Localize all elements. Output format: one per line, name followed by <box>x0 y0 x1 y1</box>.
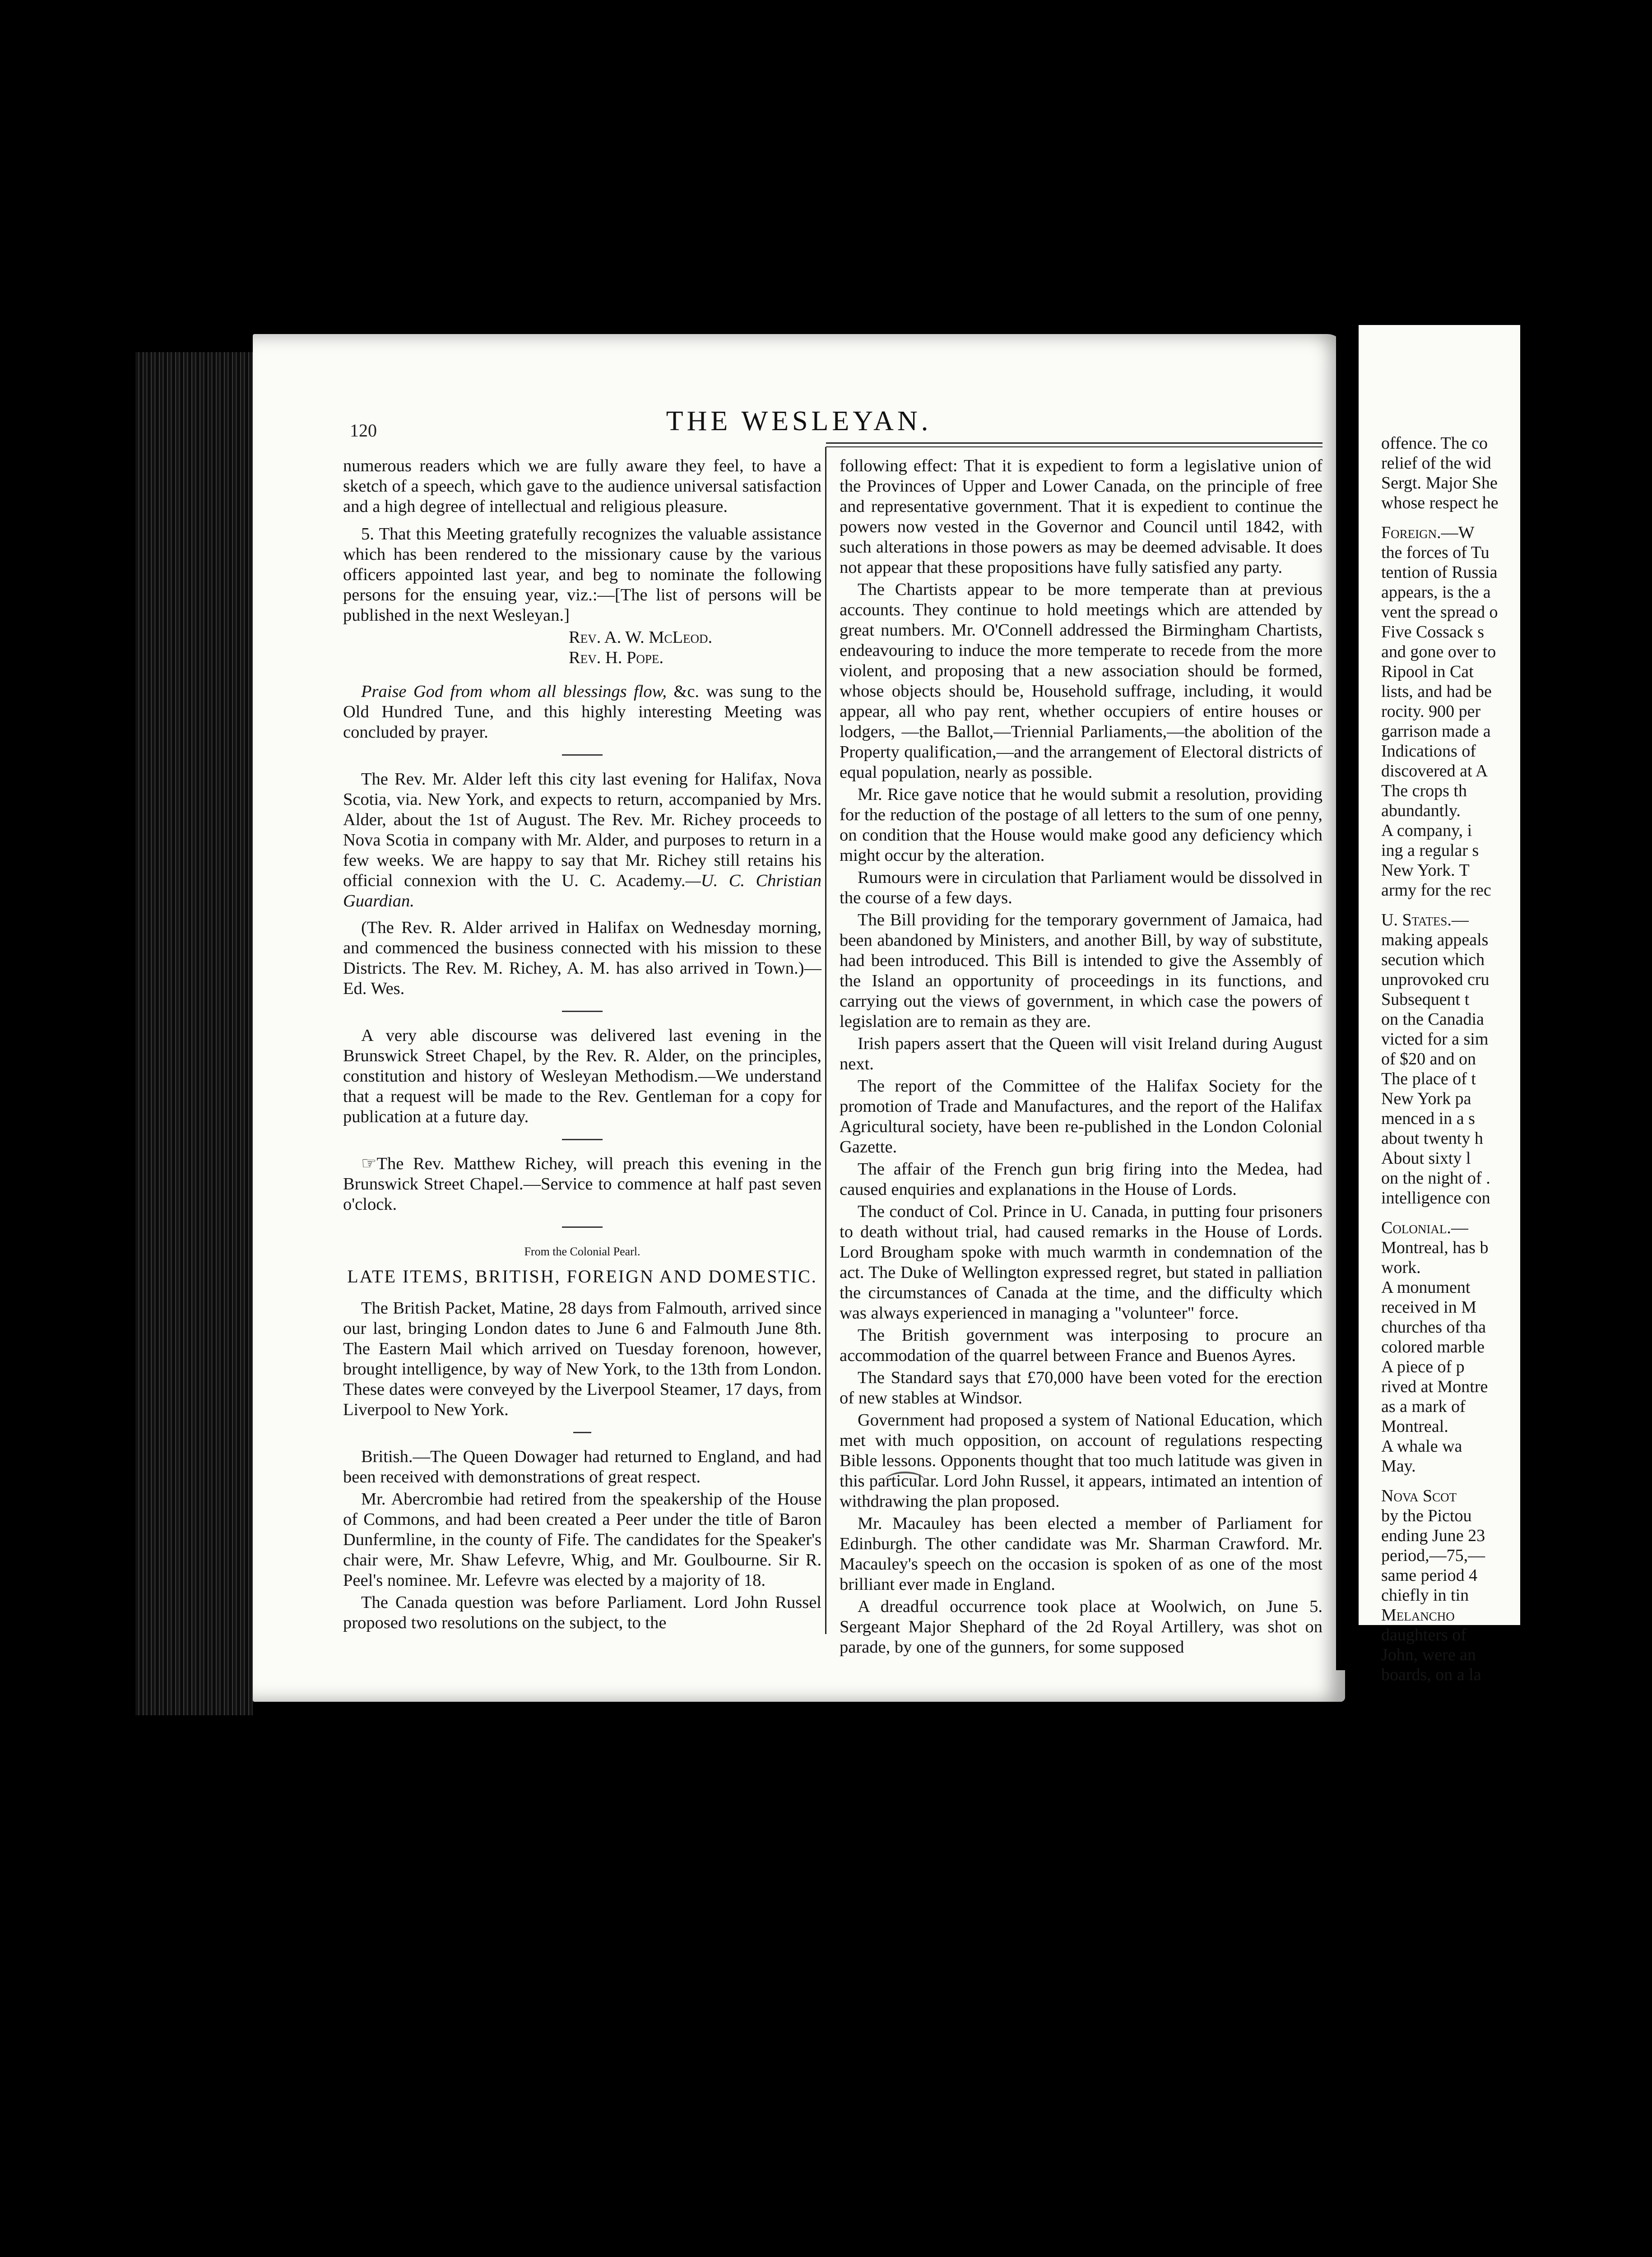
paragraph: The British government was interposing to procure an accommodation of the quarrel between France and Buenos Ayres. <box>840 1326 1323 1365</box>
divider <box>562 1139 603 1140</box>
paragraph: The Canada question was before Parliament. Lord John Russel proposed two resolutions on the subject, to the <box>343 1593 821 1632</box>
facing-page-line: About sixty l <box>1381 1149 1471 1168</box>
book-edge <box>135 352 253 1715</box>
facing-page-line: daughters of <box>1381 1625 1466 1644</box>
facing-page-line: Montreal, has b <box>1381 1238 1489 1257</box>
facing-page-line <box>1381 1476 1652 1486</box>
facing-page-line: ending June 23 <box>1381 1526 1485 1545</box>
facing-page-line: New York. T <box>1381 861 1470 880</box>
facing-page-line: May. <box>1381 1457 1416 1476</box>
facing-page-line: the forces of Tu <box>1381 543 1490 562</box>
facing-page-line: Melancho <box>1381 1606 1455 1625</box>
facing-page-line: A whale wa <box>1381 1437 1462 1456</box>
page-number: 120 <box>350 420 377 441</box>
paragraph: The British Packet, Matine, 28 days from Falmouth, arrived since our last, bringing London dates to June 6 and Falmouth June 8th. The Eastern Mail which arrived on Tuesday forenoon, however, brought intelligence, by way of New York, to the 13th from London. These dates were conveyed by the Liverpool Steamer, 17 days, from Liverpool to New York. <box>343 1299 821 1419</box>
left-column <box>343 456 821 1635</box>
facing-page-line: secution which <box>1381 950 1485 969</box>
source-credit: —U. C. Christian Guardian. <box>343 871 821 910</box>
facing-page-line: victed for a sim <box>1381 1030 1489 1049</box>
paragraph: The report of the Committee of the Halifax Society for the promotion of Trade and Manufactures, and the report of the Halifax Agricultural society, have been re-published in the London Colonial Gazette. <box>840 1077 1323 1156</box>
facing-page-line: Indications of <box>1381 742 1476 761</box>
facing-page-line: army for the rec <box>1381 881 1491 900</box>
paragraph: numerous readers which we are fully aware they feel, to have a sketch of a speech, which gave to the audience universal satisfaction and a high degree of intellectual and religious pleasure. <box>343 456 821 516</box>
paragraph <box>343 769 821 911</box>
doxology-italic: Praise God from whom all blessings flow, <box>361 682 667 701</box>
divider <box>562 1011 603 1012</box>
signature: Rev. H. Pope. <box>569 648 664 667</box>
facing-page-line: The crops th <box>1381 781 1467 800</box>
paragraph: The Chartists appear to be more temperate than at previous accounts. They continue to hold meetings which are attended by great numbers. Mr. O'Connell addressed the Birmingham Chartists, endeavouring to induce the more temperate to recede from the more violent, and proposing that a new association should be formed, whose objects should be, Household suffrage, including, it would appear, all who pay rent, whether occupiers of entire houses or lodgers, —the Ballot,—Triennial Parliaments,—the abolition of the Property qualification,—and the arrangement of Electoral districts of equal population, nearly as possible. <box>840 580 1323 782</box>
facing-page-line: ing a regular s <box>1381 841 1479 860</box>
facing-page-line: by the Pictou <box>1381 1506 1472 1525</box>
alder-text: The Rev. Mr. Alder left this city last evening for Halifax, Nova Scotia, via. New York, and expects to return, accompanied by Mrs. Alder, about the 1st of August. The Rev. Mr. Richey proceeds to Nova Scotia in company with Mr. Alder, and purposes to return in a few weeks. We are happy to say that Mr. Richey still retains his official connexion with the U. C. Academy. <box>343 770 821 890</box>
doxology-text: &c. was sung to the Old Hundred Tune, and this highly interesting Meeting was concluded by prayer. <box>343 682 822 742</box>
facing-page-line: appears, is the a <box>1381 583 1491 602</box>
facing-page-line: Five Cossack s <box>1381 622 1484 641</box>
facing-page-line: A monument <box>1381 1278 1471 1297</box>
facing-page-line: as a mark of <box>1381 1397 1466 1416</box>
paragraph: Mr. Rice gave notice that he would submit a resolution, providing for the reduction of the postage of all letters to the sum of one penny, on condition that the House would make good any deficiency which might occur by the alteration. <box>840 785 1323 865</box>
facing-page-line: same period 4 <box>1381 1566 1478 1585</box>
facing-page-line: on the Canadia <box>1381 1010 1484 1029</box>
divider <box>562 1226 603 1228</box>
facing-page-line: received in M <box>1381 1298 1477 1317</box>
facing-page-line: discovered at A <box>1381 762 1488 780</box>
paragraph: A very able discourse was delivered last evening in the Brunswick Street Chapel, by the Rev. R. Alder, on the principles, constitution and history of Wesleyan Methodism.—We understand that a request will be made to the Rev. Gentleman for a copy for publication at a future day. <box>343 1026 821 1126</box>
facing-page-line: work. <box>1381 1258 1421 1277</box>
paragraph: following effect: That it is expedient to form a legislative union of the Provinces of Upper and Lower Canada, on the principle of free and representative government. That it is expedient to continue the powers now vested in the Governor and Council until 1842, with such alterations in those powers as may be deemed advisable. It does not appear that these propositions have fully satisfied any party. <box>840 456 1323 577</box>
facing-page-line: John, were an <box>1381 1645 1476 1664</box>
header-rule <box>826 442 1323 447</box>
page-curl-mark <box>885 1472 925 1491</box>
facing-page-line: menced in a s <box>1381 1109 1475 1128</box>
facing-page-line: and gone over to <box>1381 642 1496 661</box>
paragraph: The Bill providing for the temporary government of Jamaica, had been abandoned by Ministers, and another Bill, by way of substitute, had been introduced. This Bill is intended to give the Assembly of the Island an opportunity of proceedings in its functions, and carrying out the views of government, in which case the powers of legislation are to remain as they are. <box>840 910 1323 1031</box>
facing-page-line: Foreign.—W <box>1381 523 1475 542</box>
section-title: LATE ITEMS, BRITISH, FOREIGN AND DOMESTIC. <box>347 1266 817 1286</box>
paragraph: The conduct of Col. Prince in U. Canada, in putting four prisoners to death without trial, had caused remarks in the House of Lords. Lord Brougham spoke with much warmth in condemnation of the act. The Duke of Wellington expressed regret, but stated in palliation the circumstances of Canada at the time, and the difficulty which was always experienced in managing a "volunteer" force. <box>840 1202 1323 1323</box>
facing-page-line: churches of tha <box>1381 1318 1486 1337</box>
divider <box>562 754 603 756</box>
facing-page-line: Montreal. <box>1381 1417 1448 1436</box>
paragraph <box>343 682 821 743</box>
facing-page-line: Colonial.— <box>1381 1218 1468 1237</box>
facing-page-line: vent the spread o <box>1381 603 1498 622</box>
facing-page-line: garrison made a <box>1381 722 1491 741</box>
paragraph: Government had proposed a system of National Education, which met with much opposition, on account of regulations respecting Bible lessons. Opponents thought that too much latitude was given in this particular. Lord John Russel, it appears, intimated an intention of withdrawing the plan proposed. <box>840 1411 1323 1511</box>
newspaper-page <box>253 334 1345 1702</box>
facing-page-line: Ripool in Cat <box>1381 662 1474 681</box>
facing-page-line: New York pa <box>1381 1089 1471 1108</box>
facing-page-line <box>1381 1208 1652 1218</box>
paragraph: The affair of the French gun brig firing into the Medea, had caused enquiries and explanations in the House of Lords. <box>840 1160 1323 1199</box>
facing-page-line <box>1381 900 1652 910</box>
facing-page-line: lists, and had be <box>1381 682 1492 701</box>
facing-page-line: chiefly in tin <box>1381 1586 1469 1605</box>
paragraph: Irish papers assert that the Queen will visit Ireland during August next. <box>840 1034 1323 1073</box>
facing-page-line: U. States.— <box>1381 910 1469 929</box>
facing-page-line: A company, i <box>1381 821 1472 840</box>
facing-page-line: abundantly. <box>1381 801 1461 820</box>
facing-page-line: A piece of p <box>1381 1357 1465 1376</box>
masthead: THE WESLEYAN. <box>666 406 932 437</box>
paragraph: The Standard says that £70,000 have been voted for the erection of new stables at Windsor. <box>840 1368 1323 1407</box>
paragraph: (The Rev. R. Alder arrived in Halifax on Wednesday morning, and commenced the business connected with his mission to these Districts. The Rev. M. Richey, A. M. has also arrived in Town.)—Ed. Wes. <box>343 918 821 998</box>
facing-page-line: Nova Scot <box>1381 1486 1457 1505</box>
facing-page <box>1359 325 1520 1684</box>
facing-page-line: offence. The co <box>1381 434 1488 453</box>
facing-page-line: on the night of . <box>1381 1169 1490 1188</box>
facing-page-line: boards, on a la <box>1381 1665 1481 1684</box>
paragraph: A dreadful occurrence took place at Woolwich, on June 5. Sergeant Major Shephard of the 2d Royal Artillery, was shot on parade, by one of the gunners, for some supposed <box>840 1597 1323 1657</box>
source-line: From the Colonial Pearl. <box>524 1245 640 1258</box>
facing-page-line: period,—75,— <box>1381 1546 1485 1565</box>
facing-page-line: of $20 and on <box>1381 1050 1476 1068</box>
facing-page-line: making appeals <box>1381 930 1489 949</box>
facing-page-line: unprovoked cru <box>1381 970 1490 989</box>
facing-page-line: relief of the wid <box>1381 454 1491 473</box>
paragraph: ☞The Rev. Matthew Richey, will preach this evening in the Brunswick Street Chapel.—Service to commence at half past seven o'clock. <box>343 1154 821 1214</box>
column-divider <box>825 447 826 1634</box>
facing-page-line: about twenty h <box>1381 1129 1483 1148</box>
signature: Rev. A. W. McLeod. <box>569 628 713 647</box>
divider <box>573 1432 591 1433</box>
facing-page-line: The place of t <box>1381 1069 1476 1088</box>
paragraph: 5. That this Meeting gratefully recognizes the valuable assistance which has been rendered to the missionary cause by the various officers appointed last year, and beg to nominate the following persons for the ensuing year, viz.:—[The list of persons will be published in the next Wesleyan.] <box>343 525 821 625</box>
facing-page-line: rived at Montre <box>1381 1377 1488 1396</box>
facing-page-line <box>1381 513 1652 523</box>
paragraph: British.—The Queen Dowager had returned to England, and had been received with demonstrations of great respect. <box>343 1447 821 1486</box>
facing-page-text <box>1381 433 1652 1685</box>
facing-page-line: rocity. 900 per <box>1381 702 1481 721</box>
paragraph: Rumours were in circulation that Parliament would be dissolved in the course of a few days. <box>840 868 1323 907</box>
facing-page-line: colored marble <box>1381 1337 1485 1356</box>
facing-page-line: intelligence con <box>1381 1189 1490 1207</box>
facing-page-line: tention of Russia <box>1381 563 1498 582</box>
facing-page-line: whose respect he <box>1381 493 1499 512</box>
paragraph: Mr. Macauley has been elected a member of Parliament for Edinburgh. The other candidate was Mr. Sharman Crawford. Mr. Macauley's speech on the occasion is spoken of as one of the most brilliant ever made in England. <box>840 1514 1323 1594</box>
facing-page-line: Sergt. Major She <box>1381 474 1498 492</box>
paragraph: Mr. Abercrombie had retired from the speakership of the House of Commons, and had been created a Peer under the title of Baron Dunfermline, in the county of Fife. The candidates for the Speaker's chair were, Mr. Shaw Lefevre, Whig, and Mr. Goulbourne. Sir R. Peel's nominee. Mr. Lefevre was elected by a majority of 18. <box>343 1490 821 1590</box>
facing-page-line: Subsequent t <box>1381 990 1470 1009</box>
